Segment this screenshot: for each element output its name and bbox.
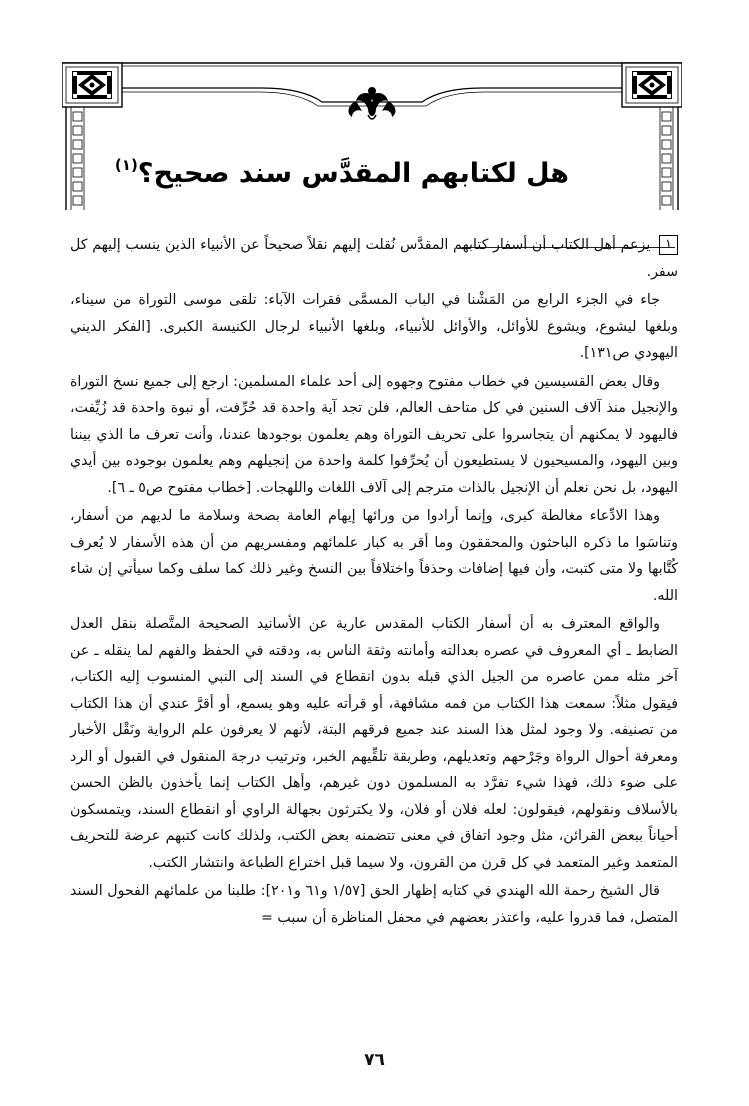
center-floral-ornament	[349, 87, 396, 119]
paragraph-text: يزعم أهل الكتاب أن أسفار كتابهم المقدَّس نُقلت إليهم نقلاً صحيحاً عن الأنبياء الذين ينسب إليهم كل سفر.	[70, 237, 678, 280]
paragraph: وهذا الادِّعاء مغالطة كبرى، وإنما أرادوا من ورائها إيهام العامة بصحة وسلامة ما لديهم من أسفار، وتناسَوا ما ذكره الباحثون والمحققون وما أقر به كبار علمائهم ومفسريهم من أن هذه الأسفار لا يُعرف كُتَّابها ولا متى كتبت، وأن فيها إضافات وحذفاً واختلافاً بين النسخ وغير ذلك كما سلف وكما سيأتي إن شاء الله.	[70, 508, 678, 604]
chapter-title	[115, 140, 569, 190]
paragraph: قال الشيخ رحمة الله الهندي في كتابه إظهار الحق [١/٥٧ و٦١ و٢٠١]: طلبنا من علمائهم الفحول السند المتصل، فما قدروا عليه، واعتذر بعضهم في محفل المناظرة أن سبب =	[70, 883, 678, 926]
left-pillar	[66, 107, 84, 210]
left-corner-ornament	[62, 63, 122, 107]
body-text	[70, 232, 678, 933]
paragraph	[70, 232, 678, 285]
right-corner-ornament	[622, 63, 682, 107]
paragraph: والواقع المعترف به أن أسفار الكتاب المقدس عارية عن الأسانيد الصحيحة المتَّصلة بنقل العدل الضابط ـ أي المعروف في عصره بعدالته وأمانته وثقة الناس به، ودقته في الحفظ والفهم لما ينقله ـ عن آخر مثله ممن عاصره من الجيل الذي قبله بدون انقطاع في السند إلى النبي المنسوب إليه الكتاب، فيقول مثلاً: سمعت هذا الكتاب من فمه مشافهة، أو قرأته عليه وهو يسمع، أو أقرَّ عندي أن هذا الكتاب من تصنيفه. ولا وجود لمثل هذا السند عند جميع فرقهم البتة، لأنهم لا يعرفون علم الرواية ونَقْل الأخبار ومعرفة أحوال الرواة وجَرْحهم وتعديلهم، وطريقة تلقِّيهم الخبر، وترتيب درجة المنقول في القبول أو الرد على ضوء ذلك، فهذا شيء تفرَّد به المسلمون دون غيرهم، وأهل الكتاب إنما يأخذون بالظن الحسن بالأسلاف ونقولهم، فيقولون: لعله فلان أو فلان، ولا يكترثون بجهالة الراوي أو انقطاع السند، ويتمسكون أحياناً ببعض القرائن، مثل وجود اتفاق في معنى تتضمنه بعض الكتب، ولذلك كانت كتبهم عرضة للتحريف المتعمد وغير المتعمد في كل قرن من القرون، ولا سيما قبل اختراع الطباعة وانتشار الكتب.	[70, 616, 678, 871]
paragraph: وقال بعض القسيسين في خطاب مفتوح وجهوه إلى أحد علماء المسلمين: ارجع إلى جميع نسخ التوراة والإنجيل منذ آلاف السنين في كل متاحف العالم، فلن تجد آية واحدة قد حُرِّفت، أو نبوة واحدة قد زُيِّفت، فاليهود لا يمكنهم أن يتجاسروا على تحريف التوراة وهم يعلمون بوجودها عندنا، وأنت تعرف ما الذي بيننا وبين اليهود، والمسيحيون لا يستطيعون أن يُحرِّفوا كلمة واحدة من إنجيلهم وهم يعلمون بوجوده بين أيدي اليهود، بل نحن نعلم أن الإنجيل بالذات مترجم إلى آلاف اللغات واللهجات. [خطاب مفتوح ص٥ ـ ٦].	[70, 373, 678, 496]
right-pillar	[660, 107, 678, 210]
paragraph: جاء في الجزء الرابع من المَشْنا في الباب المسمَّى فقرات الآباء: تلقى موسى التوراة من سيناء، وبلغها ليشوع، ويشوع للأوائل، والأوائل للأنبياء، وبلغها الأنبياء لرجال الكنيسة الكبرى. [الفكر الديني اليهودي ص١٣١].	[70, 292, 678, 361]
page-number: ٧٦	[364, 1050, 385, 1070]
chapter-title-text: هل لكتابهم المقدَّس سند صحيح؟	[137, 158, 569, 189]
footnote-reference: (١)	[114, 156, 138, 174]
paragraph-number-box: ١	[659, 235, 678, 255]
